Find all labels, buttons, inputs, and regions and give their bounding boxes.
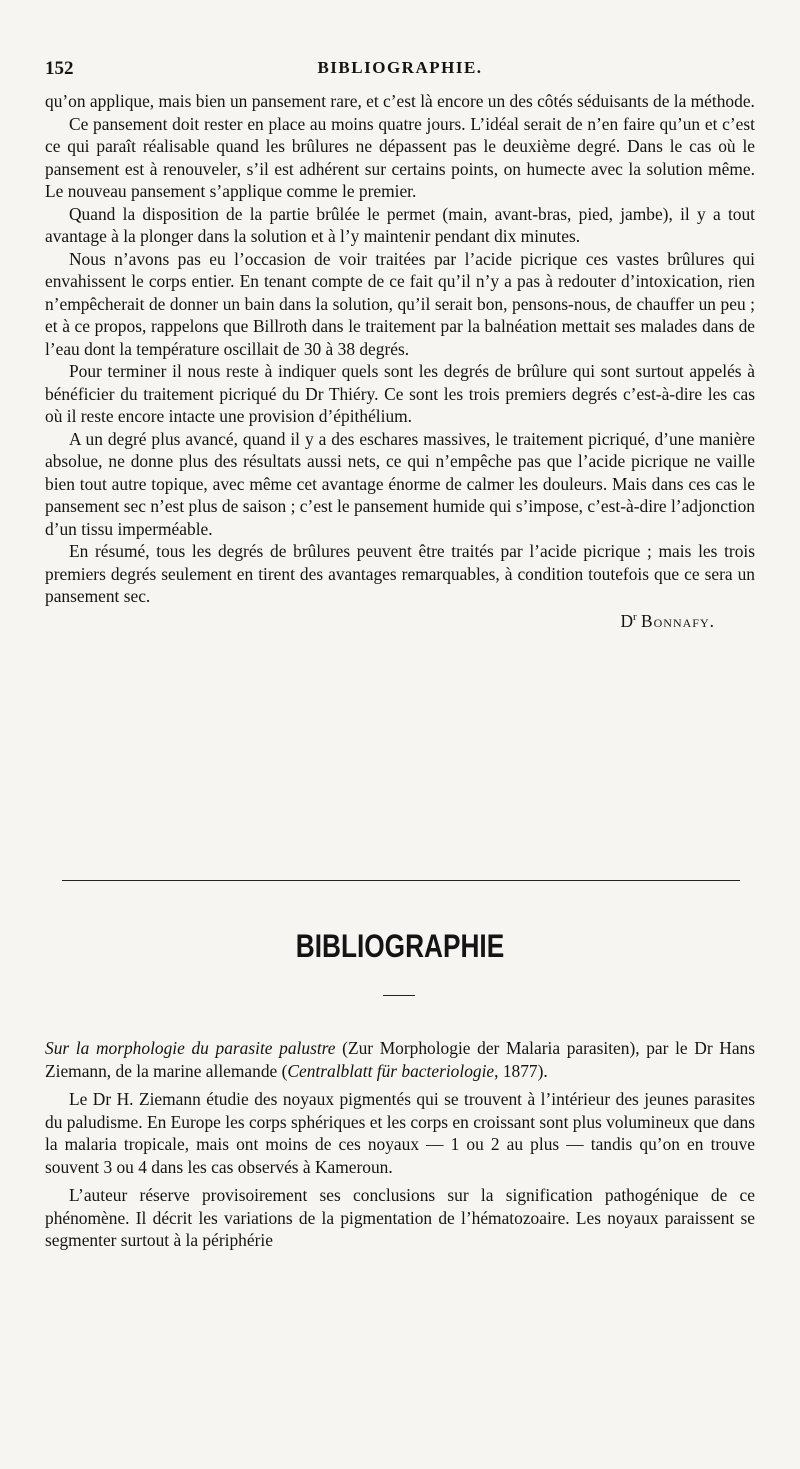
running-head	[45, 58, 755, 84]
heading-underline	[383, 995, 415, 996]
running-title: BIBLIOGRAPHIE.	[317, 58, 483, 77]
entry-title: Sur la morphologie du parasite palustre	[45, 1038, 336, 1058]
paragraph: L’auteur réserve provisoirement ses conclusions sur la signification pathogénique de ce phénomène. Il décrit les variations de la pigmentation de l’hématozoaire. Les noyaux paraissent se segmenter surtout à la périphérie	[45, 1185, 755, 1250]
article-continuation	[45, 90, 755, 632]
author-signature	[45, 610, 755, 633]
entry-year: , 1877).	[494, 1060, 548, 1081]
paragraph: A un degré plus avancé, quand il y a des eschares massives, le traitement picriqué, d’une manière absolue, ne donne plus des résultats aussi nets, ce qui n’empêche pas que l’acide picrique ne vaille bien tout autre topique, avec même cet avantage énorme de calmer les douleurs. Mais dans ces cas le pansement sec n’est plus de saison ; c’est le pansement humide qui s’impose, c’est-à-dire l’adjonction d’un tissu imperméable.	[45, 428, 755, 539]
paragraph: Le Dr H. Ziemann étudie des noyaux pigmentés qui se trouvent à l’intérieur des jeunes parasites du paludisme. En Europe les corps sphériques et les corps en croissant sont plus volumineux que dans la malaria tropicale, mais ont moins de ces noyaux — 1 ou 2 au plus — tandis qu’on en trouve souvent 3 ou 4 dans les cas observés à Kameroun.	[45, 1089, 755, 1177]
paragraph: Ce pansement doit rester en place au moins quatre jours. L’idéal serait de n’en faire qu’un et c’est ce qui paraît réalisable quand les brûlures ne dépassent pas le deuxième degré. Dans le cas où le pansement est à renouveler, s’il est adhérent sur certains points, on humecte avec la solution même. Le nouveau pansement s’applique comme le premier.	[45, 113, 755, 201]
bibliography-entry	[45, 1037, 755, 1252]
signature-name: Bonnafy.	[641, 610, 715, 631]
entry-citation	[45, 1037, 755, 1082]
page-number: 152	[45, 58, 74, 79]
section-divider	[62, 880, 740, 881]
paragraph: Nous n’avons pas eu l’occasion de voir traitées par l’acide picrique ces vastes brûlures qui envahissent le corps entier. En tenant compte de ce fait qu’il n’y a pas à redouter d’intoxication, rien n’empêcherait de donner un bain dans la solution, qu’il serait bon, pensons-nous, de chauffer un peu ; et à ce propos, rappelons que Billroth dans le traitement par la balnéation mettait ses malades dans de l’eau dont la température oscillait de 30 à 38 degrés.	[45, 248, 755, 359]
paragraph: Pour terminer il nous reste à indiquer quels sont les degrés de brûlure qui sont surtout appelés à bénéficier du traitement picriqué du Dr Thiéry. Ce sont les trois premiers degrés c’est-à-dire les cas où il reste encore intacte une provision d’épithélium.	[45, 361, 755, 426]
paragraph: qu’on applique, mais bien un pansement rare, et c’est là encore un des côtés séduisants de la méthode.	[45, 91, 755, 111]
paragraph: Quand la disposition de la partie brûlée le permet (main, avant-bras, pied, jambe), il y a tout avantage à la plonger dans la solution et à l’y maintenir pendant dix minutes.	[45, 203, 755, 246]
entry-journal: Centralblatt für bacteriologie	[287, 1060, 495, 1081]
signature-title-superscript: r	[633, 610, 637, 623]
signature-title: D	[620, 610, 634, 631]
entry-details: (Zur Morphologie der Malaria parasiten), par le Dr Hans Ziemann, de la marine allemande (	[45, 1038, 755, 1081]
paragraph: En résumé, tous les degrés de brûlures peuvent être traités par l’acide picrique ; mais les trois premiers degrés seulement en tirent des avantages remarquables, à condition toutefois que ce sera un pansement sec.	[45, 541, 755, 606]
section-heading: BIBLIOGRAPHIE	[295, 928, 505, 964]
